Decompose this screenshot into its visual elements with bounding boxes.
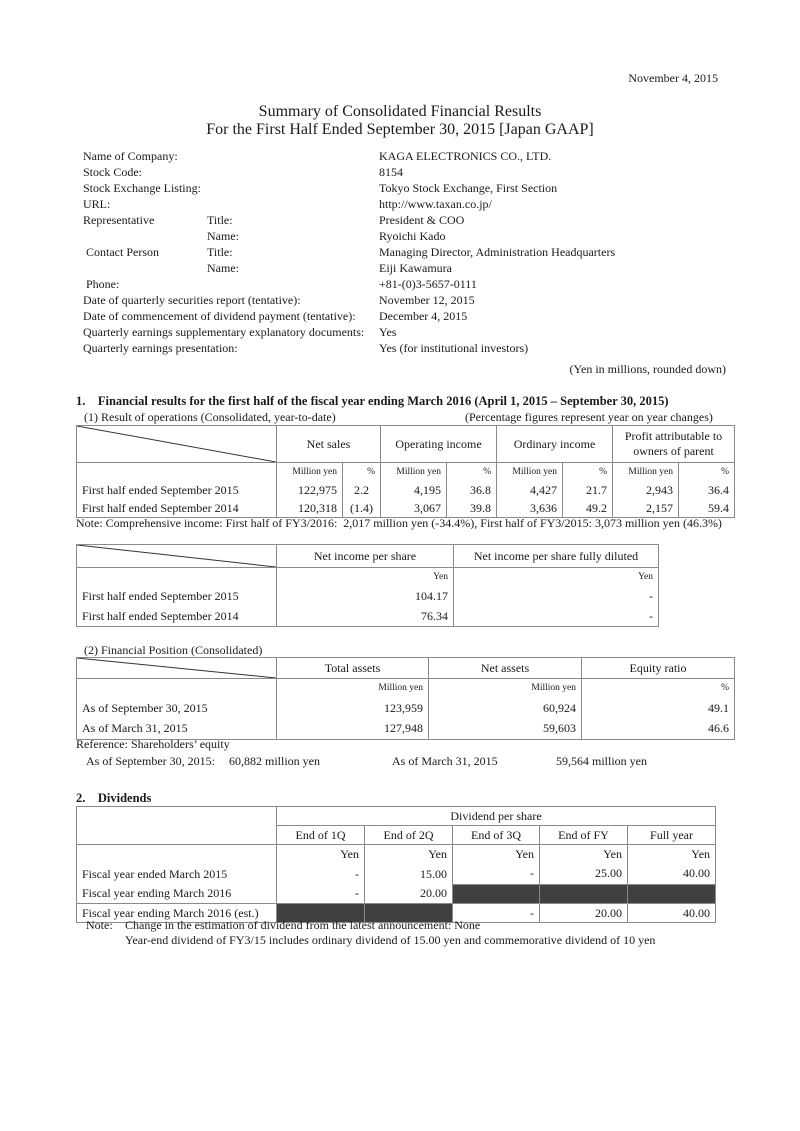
table-row: First half ended September 2015 122,975 2.2 4,195 36.8 4,427 21.7 2,943 36.4 bbox=[77, 481, 735, 499]
col-total-assets: Total assets bbox=[277, 658, 429, 679]
col-full-year: Full year bbox=[628, 826, 716, 845]
table-row: As of September 30, 2015 123,959 60,924 49.1 bbox=[77, 697, 735, 718]
sub1-heading: (1) Result of operations (Consolidated, year-to-date) bbox=[84, 410, 336, 424]
units-note: (Yen in millions, rounded down) bbox=[569, 362, 726, 376]
col-end-2q: End of 2Q bbox=[365, 826, 453, 845]
shaded-cell bbox=[540, 884, 628, 903]
diagonal-header-cell bbox=[77, 426, 277, 463]
comprehensive-income-note: Note: Comprehensive income: First half of FY3/2016: 2,017 million yen (-34.4%), First half of FY3/2015: 3,073 million yen (46.3%) bbox=[76, 516, 722, 530]
table-row: First half ended September 2014 120,318 (1.4) 3,067 39.8 3,636 49.2 2,157 59.4 bbox=[77, 499, 735, 518]
table-row: Fiscal year ending March 2016 - 20.00 bbox=[77, 884, 716, 903]
col-end-fy: End of FY bbox=[540, 826, 628, 845]
col-end-3q: End of 3Q bbox=[453, 826, 540, 845]
pct-note: (Percentage figures represent year on year changes) bbox=[465, 410, 713, 424]
table-row: As of March 31, 2015 127,948 59,603 46.6 bbox=[77, 718, 735, 739]
reference-item1-value: 60,882 million yen bbox=[229, 754, 320, 768]
eps-table: Net income per share Net income per share fully diluted Yen Yen First half ended September 2015 104.17 - First half ended September 2014 76.34 - bbox=[76, 544, 659, 627]
col-eps: Net income per share bbox=[277, 545, 454, 568]
col-end-1q: End of 1Q bbox=[277, 826, 365, 845]
section1-heading: 1. Financial results for the first half of the fiscal year ending March 2016 (April 1, 2015 – September 30, 2015) bbox=[76, 394, 669, 408]
dividends-table: Dividend per share End of 1Q End of 2Q End of 3Q End of FY Full year Yen Yen Yen Yen Yen Fiscal year ended March 2015 - 15.00 - 25.00 40.00 Fiscal year ending March 2016 - 20.00 Fiscal year ending March 2016 (est.) - 20.00 40.00 bbox=[76, 806, 716, 923]
section2-heading: 2. Dividends bbox=[76, 791, 152, 805]
table-row: First half ended September 2014 76.34 - bbox=[77, 606, 659, 626]
dividend-note-line1: Change in the estimation of dividend from the latest announcement: None bbox=[125, 918, 481, 932]
col-net-sales: Net sales bbox=[277, 426, 381, 463]
diagonal-header-cell bbox=[77, 658, 277, 679]
dividend-note-line2: Year-end dividend of FY3/15 includes ordinary dividend of 15.00 yen and commemorative dividend of 10 yen bbox=[125, 933, 656, 947]
reference-item1-label: As of September 30, 2015: bbox=[86, 754, 215, 768]
reference-label: Reference: Shareholders’ equity bbox=[76, 737, 230, 751]
table-row: First half ended September 2015 104.17 - bbox=[77, 586, 659, 606]
table-row: Fiscal year ended March 2015 - 15.00 - 25.00 40.00 bbox=[77, 863, 716, 884]
col-eps-diluted: Net income per share fully diluted bbox=[454, 545, 659, 568]
col-ordinary-income: Ordinary income bbox=[497, 426, 613, 463]
col-net-assets: Net assets bbox=[429, 658, 582, 679]
reference-item2-value: 59,564 million yen bbox=[556, 754, 647, 768]
operations-table: Net sales Operating income Ordinary income Profit attributable to owners of parent Million yen % Million yen % Million yen % Million yen % First half ended September 2015 122,975 2.2 4,195 36.8 4,427 21.7 2,943 36.4 First half ended September 2014 120,318 (1.4) 3,067 39.8 3,636 49.2 2,157 59.4 bbox=[76, 425, 735, 518]
reference-item2-label: As of March 31, 2015 bbox=[392, 754, 498, 768]
dividend-note-label: Note: bbox=[86, 918, 113, 932]
report-date: November 4, 2015 bbox=[628, 71, 718, 85]
shaded-cell bbox=[628, 884, 716, 903]
col-operating-income: Operating income bbox=[381, 426, 497, 463]
col-equity-ratio: Equity ratio bbox=[582, 658, 735, 679]
company-url: http://www.taxan.co.jp/ bbox=[379, 197, 492, 211]
dividend-per-share-header: Dividend per share bbox=[277, 807, 716, 826]
col-profit-attributable: Profit attributable to owners of parent bbox=[613, 426, 735, 463]
report-subtitle: For the First Half Ended September 30, 2015 [Japan GAAP] bbox=[206, 121, 594, 138]
financial-position-table: Total assets Net assets Equity ratio Million yen Million yen % As of September 30, 2015 123,959 60,924 49.1 As of March 31, 2015 127,948 59,603 46.6 bbox=[76, 657, 735, 740]
report-title: Summary of Consolidated Financial Results bbox=[258, 103, 542, 120]
shaded-cell bbox=[453, 884, 540, 903]
diagonal-header-cell bbox=[77, 545, 277, 568]
table-row: Fiscal year ending March 2016 (est.) - 20.00 40.00 bbox=[77, 903, 716, 922]
sub2-heading: (2) Financial Position (Consolidated) bbox=[84, 643, 263, 657]
